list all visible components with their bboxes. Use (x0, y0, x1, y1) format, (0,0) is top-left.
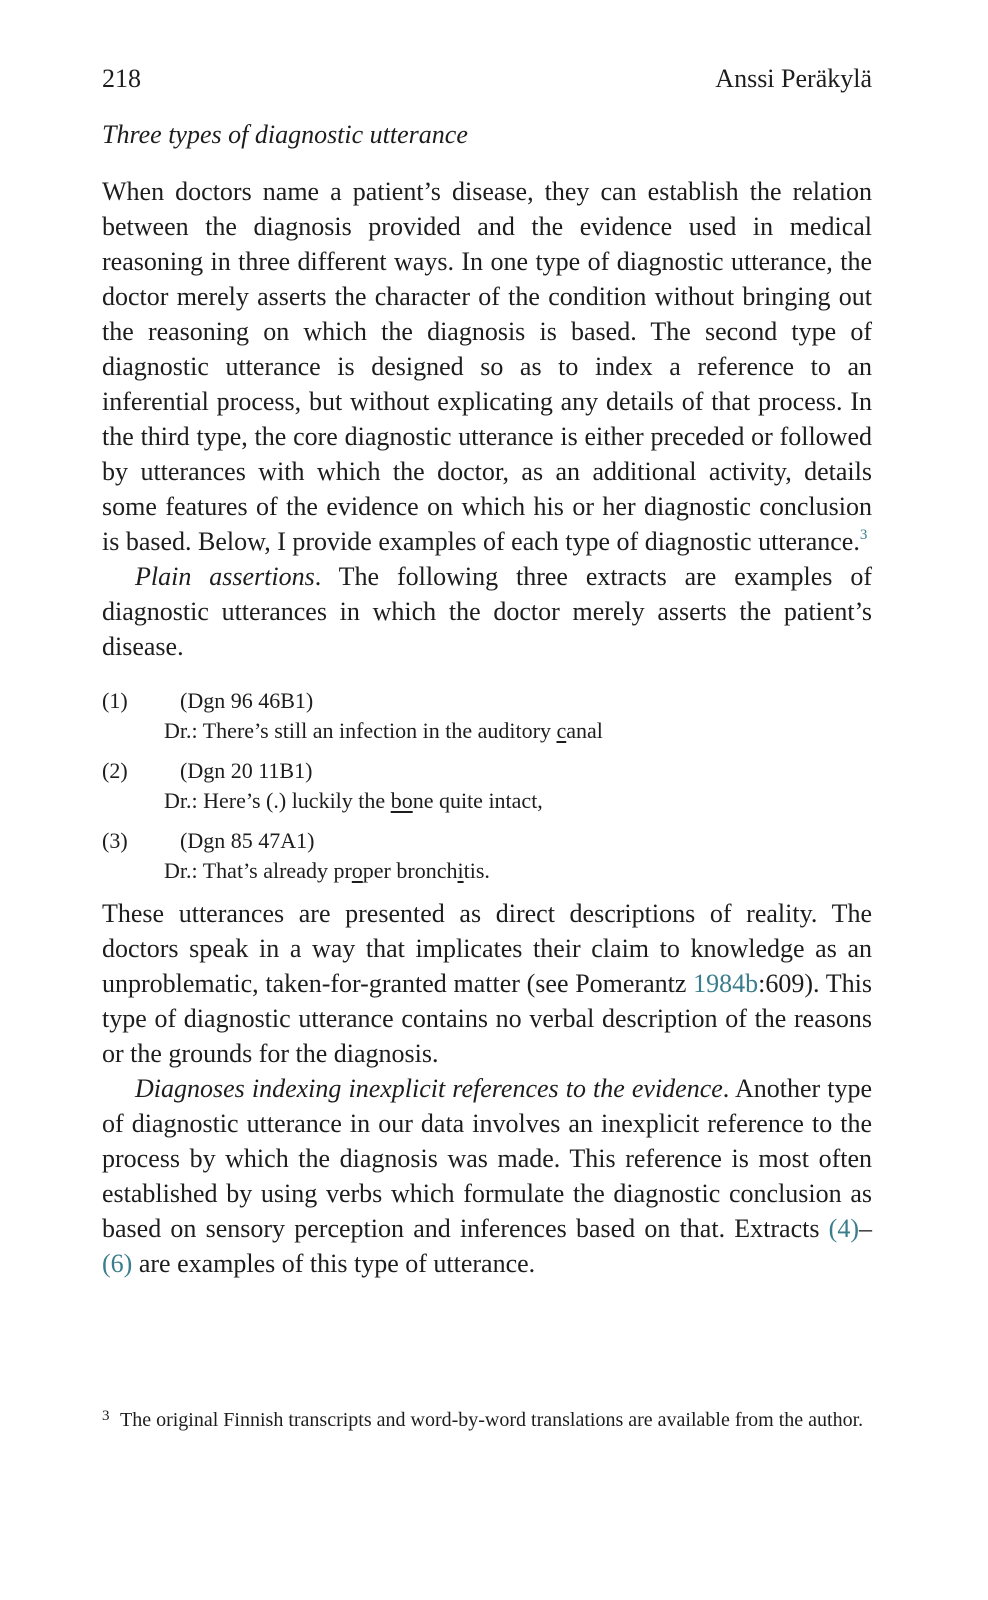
extract-source: (Dgn 20 11B1) (180, 758, 313, 783)
extract-link-4[interactable]: (4) (828, 1214, 859, 1243)
speaker-label: Dr.: (164, 858, 198, 883)
section-title: Three types of diagnostic utterance (102, 120, 468, 149)
utterance-text: per bronch (362, 858, 458, 883)
footnote-ref-link[interactable]: 3 (859, 527, 868, 543)
indexing-paragraph (102, 1071, 872, 1281)
speaker-label: Dr.: (164, 718, 198, 743)
descriptions-text: :609). This type of diagnostic utterance contains no verbal description of the reasons or the grounds for the diagnosis. (102, 969, 872, 1068)
running-author: Anssi Peräkylä (715, 64, 872, 93)
extract-number: (1) (102, 688, 128, 713)
page-body (102, 62, 872, 1281)
descriptions-text: These utterances are presented as direct descriptions of reality. The doctors speak in a way that implicates their claim to knowledge as an unproblematic, taken-for-granted matter (see Pomerantz (102, 899, 872, 998)
extract-line (164, 716, 872, 746)
footnote (102, 1408, 872, 1432)
plain-assertions-text: . The following three extracts are examples of diagnostic utterances in which the doctor merely asserts the patient’s disease. (102, 562, 872, 661)
plain-assertions-heading: Plain assertions (135, 562, 315, 591)
utterance-text: tis. (463, 858, 490, 883)
plain-assertions-paragraph (102, 559, 872, 664)
citation-link-1984b[interactable]: 1984b (693, 969, 759, 998)
indexing-heading: Diagnoses indexing inexplicit references to the evidence (135, 1074, 723, 1103)
extract-3 (102, 826, 872, 886)
stressed-syllable: bo (390, 788, 413, 813)
speaker-label: Dr.: (164, 788, 198, 813)
intro-paragraph (102, 174, 872, 559)
extract-number: (3) (102, 828, 128, 853)
stressed-syllable: c (556, 718, 567, 743)
extract-source: (Dgn 85 47A1) (180, 828, 315, 853)
utterance-text: Here’s (.) luckily the (203, 788, 391, 813)
running-header (102, 62, 872, 96)
utterance-text: ne quite intact, (412, 788, 543, 813)
extract-link-6[interactable]: (6) (102, 1249, 133, 1278)
extract-number: (2) (102, 758, 128, 783)
extracts-list (102, 686, 872, 886)
utterance-text: anal (566, 718, 603, 743)
indexing-text: are examples of this type of utterance. (132, 1249, 536, 1278)
extract-line (164, 856, 872, 886)
page-number: 218 (102, 64, 141, 93)
intro-paragraph-text: When doctors name a patient’s disease, they can establish the relation between the diagnosis provided and the evidence used in medical reasoning in three different ways. In one type of diagnostic utterance, the doctor merely asserts the character of the condition without bringing out the reasoning on which the diagnosis is based. The second type of diagnostic utterance is designed so as to index a reference to an inferential process, but without explicating any details of that process. In the third type, the core diagnostic utterance is either preceded or followed by utterances with which the doctor, as an additional activity, details some features of the evidence on which his or her diagnostic conclusion is based. Below, I provide examples of each type of diagnostic utterance. (102, 177, 872, 556)
extract-line (164, 786, 872, 816)
extract-1 (102, 686, 872, 746)
utterance-text: That’s already pr (202, 858, 352, 883)
footnote-text: The original Finnish transcripts and word-by-word translations are available from the author. (120, 1409, 864, 1431)
range-dash: – (859, 1214, 872, 1243)
stressed-syllable: o (351, 858, 363, 883)
footnote-mark: 3 (102, 1408, 110, 1424)
stressed-syllable: i (457, 858, 464, 883)
extract-2 (102, 756, 872, 816)
indexing-text: . Another type of diagnostic utterance in our data involves an inexplicit reference to the process by which the diagnosis was made. This reference is most often established by using verbs which formulate the diagnostic conclusion as based on sensory perception and inferences based on that. Extracts (102, 1074, 872, 1243)
utterance-text: There’s still an infection in the auditory (202, 718, 557, 743)
descriptions-paragraph (102, 896, 872, 1071)
extract-source: (Dgn 96 46B1) (180, 688, 314, 713)
